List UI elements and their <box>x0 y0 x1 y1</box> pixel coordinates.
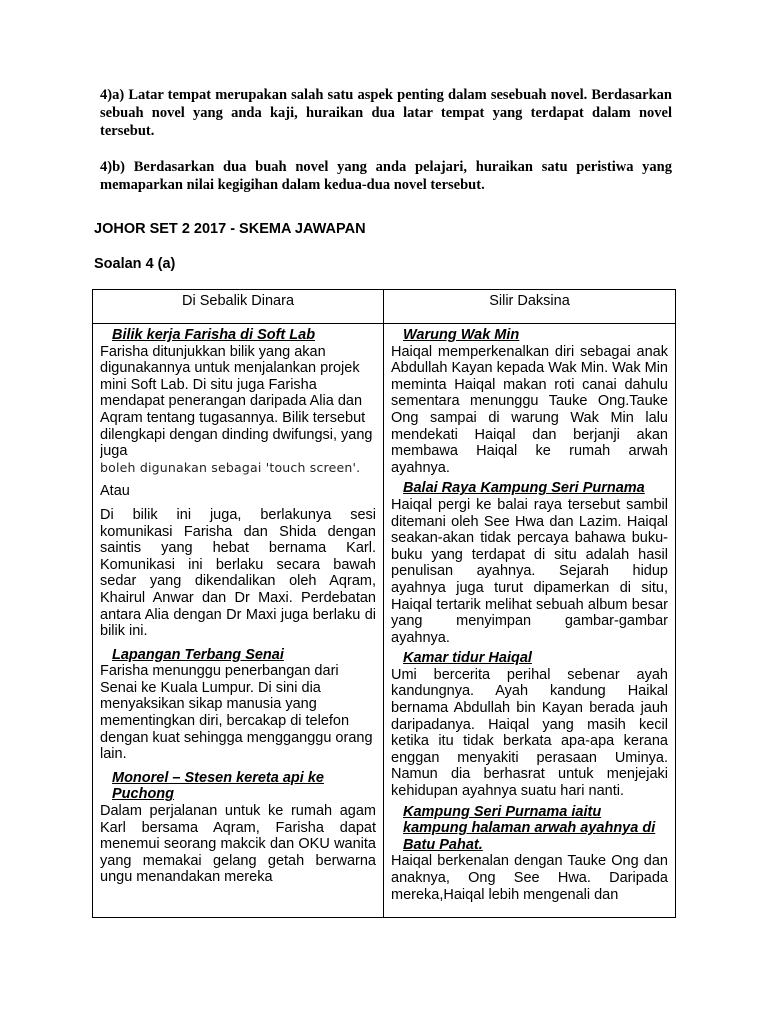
left-place-1: Bilik kerja Farisha di Soft Lab <box>112 327 316 343</box>
right-text-4: Haiqal berkenalan dengan Tauke Ong dan anaknya, Ong See Hwa. Daripada mereka,Haiqal lebih mengenali dan <box>391 853 668 903</box>
left-atau: Atau <box>100 483 130 500</box>
right-text-1: Haiqal memperkenalkan diri sebagai anak Abdullah Kayan kepada Wak Min. Wak Min meminta Haiqal makan roti canai dahulu sementara menunggu Tauke Ong.Tauke Ong sampai di warung Wak Min lalu mendekati Haiqal dan berjanji akan membawa Haiqal ke rumah arwah ayahnya. <box>391 343 668 476</box>
table-row <box>93 324 676 918</box>
table-header-row <box>93 290 676 324</box>
answer-table <box>92 289 676 918</box>
right-place-2: Balai Raya Kampung Seri Purnama <box>403 480 645 497</box>
scheme-title: JOHOR SET 2 2017 - SKEMA JAWAPAN <box>94 221 366 237</box>
right-place-3: Kamar tidur Haiqal <box>403 650 532 667</box>
right-place-1: Warung Wak Min <box>403 327 520 343</box>
left-place-2: Lapangan Terbang Senai <box>112 646 284 663</box>
left-text-1b: boleh digunakan sebagai 'touch screen'. <box>100 459 361 475</box>
left-column-cell <box>93 324 384 918</box>
left-text-1a: Farisha ditunjukkan bilik yang akan digunakannya untuk menjalankan projek mini Soft Lab. Di situ juga Farisha mendapat penerangan daripada Alia dan Aqram tentang tugasannya. Bilik tersebut dilengkapi dengan dinding dwifungsi, yang juga <box>100 343 373 460</box>
left-text-2: Farisha menunggu penerbangan dari Senai ke Kuala Lumpur. Di sini dia menyaksikan sikap manusia yang mementingkan diri, bercakap di telefon dengan kuat sehingga mengganggu orang lain. <box>100 663 373 763</box>
left-place-3: Monorel – Stesen kereta api ke Puchong <box>112 769 324 803</box>
right-text-3: Umi bercerita perihal sebenar ayah kandungnya. Ayah kandung Haikal bernama Abdullah bin Kayan berada jauh daripadanya. Haiqal yang masih kecil ketika itu tidak berkata apa-apa kerana enggan menyakiti perasaan Uminya. Namun dia berhasrat untuk menjejaki kehidupan ayahnya suatu hari nanti. <box>391 666 668 800</box>
question-label: Soalan 4 (a) <box>94 256 176 272</box>
question-4b: 4)b) Berdasarkan dua buah novel yang anda pelajari, huraikan satu peristiwa yang memaparkan nilai kegigihan dalam kedua-dua novel tersebut. <box>100 159 672 193</box>
right-place-4: Kampung Seri Purnama iaitu kampung halaman arwah ayahnya di Batu Pahat. <box>403 803 656 853</box>
question-4a: 4)a) Latar tempat merupakan salah satu aspek penting dalam sesebuah novel. Berdasarkan sebuah novel yang anda kaji, huraikan dua latar tempat yang terdapat dalam novel tersebut. <box>100 87 672 139</box>
left-text-1c: Di bilik ini juga, berlakunya sesi komunikasi Farisha dan Shida dengan saintis yang hebat bernama Karl. Komunikasi ini berlaku secara bawah sedar yang dikendalikan oleh Aqram, Khairul Anwar dan Dr Maxi. Perdebatan antara Alia dengan Dr Maxi juga berlaku di bilik ini. <box>100 506 376 640</box>
right-text-2: Haiqal pergi ke balai raya tersebut sambil ditemani oleh See Hwa dan Lazim. Haiqal seakan-akan tidak percaya bahawa buku-buku yang terdapat di situ adalah hasil penulisan ayahnya. Sejarah hidup ayahnya juga turut dipamerkan di situ, Haiqal tertarik melihat sebuah album besar yang menyimpan gambar-gambar ayahnya. <box>391 496 668 646</box>
right-column-cell <box>384 324 676 918</box>
header-novel-dinara: Di Sebalik Dinara <box>93 290 384 324</box>
left-text-3: Dalam perjalanan untuk ke rumah agam Karl bersama Aqram, Farisha dapat menemui seorang makcik dan OKU wanita yang memakai gelang getah berwarna ungu menandakan mereka <box>100 803 376 886</box>
exam-questions <box>100 86 672 212</box>
header-novel-daksina: Silir Daksina <box>384 290 676 324</box>
